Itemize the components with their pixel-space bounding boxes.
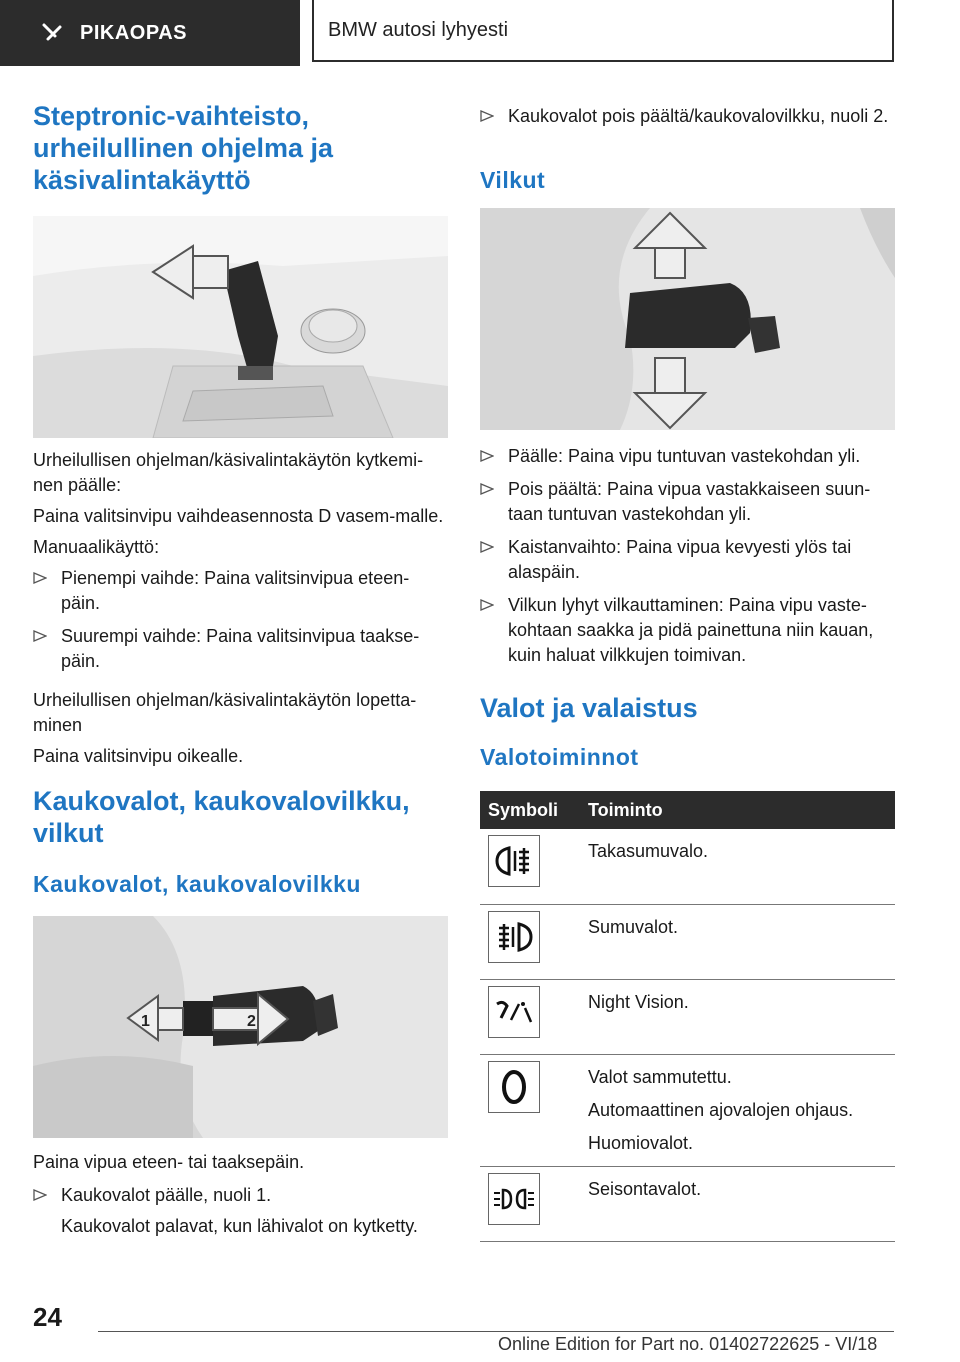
night-vision-icon: [488, 986, 540, 1038]
light-functions-heading: Valotoiminnot: [480, 744, 639, 770]
steptronic-heading: Steptronic-vaihteisto, urheilullinen ohjelma ja käsivalintakäyttö: [33, 101, 334, 195]
lever-instruction: Paina vipua eteen- tai taaksepäin.: [33, 1152, 305, 1172]
gear-selector-image: [33, 216, 448, 438]
lights-heading: Valot ja valaistus: [480, 693, 698, 723]
turn-signal-lever-image: [480, 208, 895, 430]
bullet-triangle-icon: [480, 483, 494, 495]
footer-divider: [98, 1331, 894, 1332]
left-column: [33, 100, 448, 1239]
bullet-triangle-icon: [480, 541, 494, 553]
table-row: [480, 829, 895, 904]
edition-note: Online Edition for Part no. 01402722625 - VI/18: [498, 1334, 878, 1354]
turn-signal-heading: Vilkut: [480, 167, 546, 193]
bullet-triangle-icon: [33, 1189, 47, 1201]
page-header: [0, 0, 960, 66]
bullet-triangle-icon: [33, 572, 47, 584]
high-beam-note: Kaukovalot palavat, kun lähivalot on kytketty.: [61, 1216, 418, 1236]
lights-off-text: Valot sammutettu.: [588, 1066, 732, 1087]
sport-mode-on-text: Urheilullisen ohjelman/käsivalintakäytön kytkemi-nen päälle:: [33, 450, 424, 495]
list-item: Suurempi vaihde: Paina valitsinvipua taakse-päin.: [33, 624, 448, 674]
right-column: [480, 100, 895, 1242]
sport-mode-off-instruction: Paina valitsinvipu oikealle.: [33, 746, 244, 766]
rear-fog-light-text: Takasumuvalo.: [588, 841, 709, 861]
front-fog-light-icon: [488, 911, 540, 963]
table-row: [480, 904, 895, 979]
sport-mode-on-instruction: Paina valitsinvipu vaihdeasennosta D vasem-malle.: [33, 506, 444, 526]
quick-guide-tab-label: PIKAOPAS: [80, 21, 187, 44]
auto-headlight-text: Automaattinen ajovalojen ohjaus.: [588, 1099, 854, 1120]
high-beam-lever-image: [33, 916, 448, 1138]
arrow-label-2: 2: [247, 1013, 256, 1030]
high-beam-subheading: Kaukovalot, kaukovalovilkku: [33, 871, 361, 897]
table-row: [480, 1166, 895, 1241]
list-item: Kaistanvaihto: Paina vipua kevyesti ylös tai alaspäin.: [480, 535, 895, 585]
daytime-light-text: Huomiovalot.: [588, 1132, 694, 1153]
bullet-triangle-icon: [480, 450, 494, 462]
high-beam-heading: Kaukovalot, kaukovalovilkku, vilkut: [33, 786, 410, 848]
function-column-header: Toiminto: [580, 791, 895, 829]
list-item: Kaukovalot pois päältä/kaukovalovilkku, nuoli 2.: [480, 104, 895, 129]
light-symbols-table: [480, 791, 895, 1242]
table-row: [480, 979, 895, 1054]
list-item: Pois päältä: Paina vipua vastakkaiseen suun-taan tuntuvan vastekohdan yli.: [480, 477, 895, 527]
quick-guide-tab[interactable]: [0, 0, 300, 66]
night-vision-text: Night Vision.: [588, 991, 689, 1012]
list-item: Kaukovalot päälle, nuoli 1.: [33, 1183, 448, 1208]
section-title-tab[interactable]: [312, 0, 894, 62]
table-header-row: [480, 791, 895, 829]
rear-fog-light-icon: [488, 835, 540, 887]
list-item: Päälle: Paina vipu tuntuvan vastekohdan yli.: [480, 444, 895, 469]
list-item: Pienempi vaihde: Paina valitsinvipua eteen-päin.: [33, 566, 448, 616]
arrow-label-1: 1: [141, 1013, 150, 1030]
sport-mode-off-text: Urheilullisen ohjelman/käsivalintakäytön lopetta-minen: [33, 690, 417, 735]
front-fog-light-text: Sumuvalot.: [588, 916, 679, 937]
star-icon: [40, 21, 64, 45]
section-title: BMW autosi lyhyesti: [328, 18, 509, 41]
zero-position-icon: [488, 1061, 540, 1113]
bullet-triangle-icon: [480, 599, 494, 611]
bullet-triangle-icon: [33, 630, 47, 642]
symbol-column-header: Symboli: [480, 791, 580, 829]
bullet-triangle-icon: [480, 110, 494, 122]
parking-light-icon: [488, 1173, 540, 1225]
manual-mode-label: Manuaalikäyttö:: [33, 537, 160, 557]
page-number: 24: [33, 1302, 62, 1332]
parking-light-text: Seisontavalot.: [588, 1178, 702, 1199]
table-row: [480, 1054, 895, 1166]
list-item: Vilkun lyhyt vilkauttaminen: Paina vipu vaste-kohtaan saakka ja pidä painettuna niin kauan, kuin haluat vilkkujen toimivan.: [480, 593, 895, 668]
